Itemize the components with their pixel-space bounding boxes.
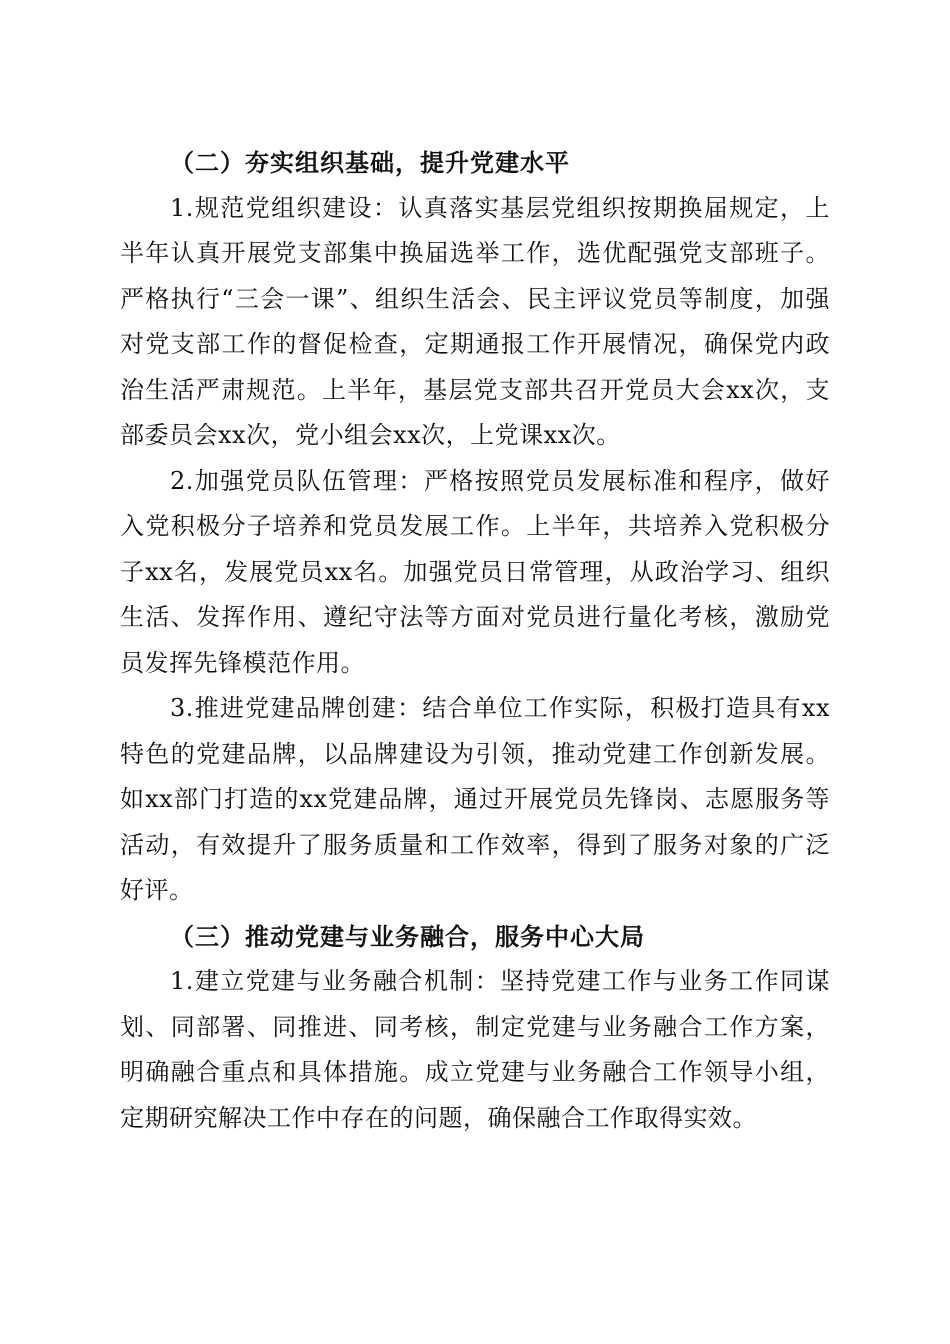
section-heading-3: （三）推动党建与业务融合，服务中心大局 — [170, 921, 645, 951]
document-body — [120, 140, 830, 1141]
paragraph-party-brand-creation: 3.推进党建品牌创建：结合单位工作实际，积极打造具有xx特色的党建品牌，以品牌建设为引领，推动党建工作创新发展。如xx部门打造的xx党建品牌，通过开展党员先锋岗、志愿服务等活动，有效提升了服务质量和工作效率，得到了服务对象的广泛好评。 — [120, 694, 830, 904]
paragraph-party-organization-building: 1.规范党组织建设：认真落实基层党组织按期换届规定，上半年认真开展党支部集中换届选举工作，选优配强党支部班子。严格执行“三会一课”、组织生活会、民主评议党员等制度，加强对党支部工作的督促检查，定期通报工作开展情况，确保党内政治生活严肃规范。上半年，基层党支部共召开党员大会xx次，支部委员会xx次，党小组会xx次，上党课xx次。 — [120, 193, 830, 449]
paragraph-integration-mechanism: 1.建立党建与业务融合机制：坚持党建工作与业务工作同谋划、同部署、同推进、同考核，制定党建与业务融合工作方案，明确融合重点和具体措施。成立党建与业务融合工作领导小组，定期研究解决工作中存在的问题，确保融合工作取得实效。 — [120, 967, 830, 1132]
section-heading-2: （二）夯实组织基础，提升党建水平 — [170, 148, 570, 177]
paragraph-party-member-management: 2.加强党员队伍管理：严格按照党员发展标准和程序，做好入党积极分子培养和党员发展工作。上半年，共培养入党积极分子xx名，发展党员xx名。加强党员日常管理，从政治学习、组织生活、发挥作用、遵纪守法等方面对党员进行量化考核，激励党员发挥先锋模范作用。 — [120, 466, 830, 677]
